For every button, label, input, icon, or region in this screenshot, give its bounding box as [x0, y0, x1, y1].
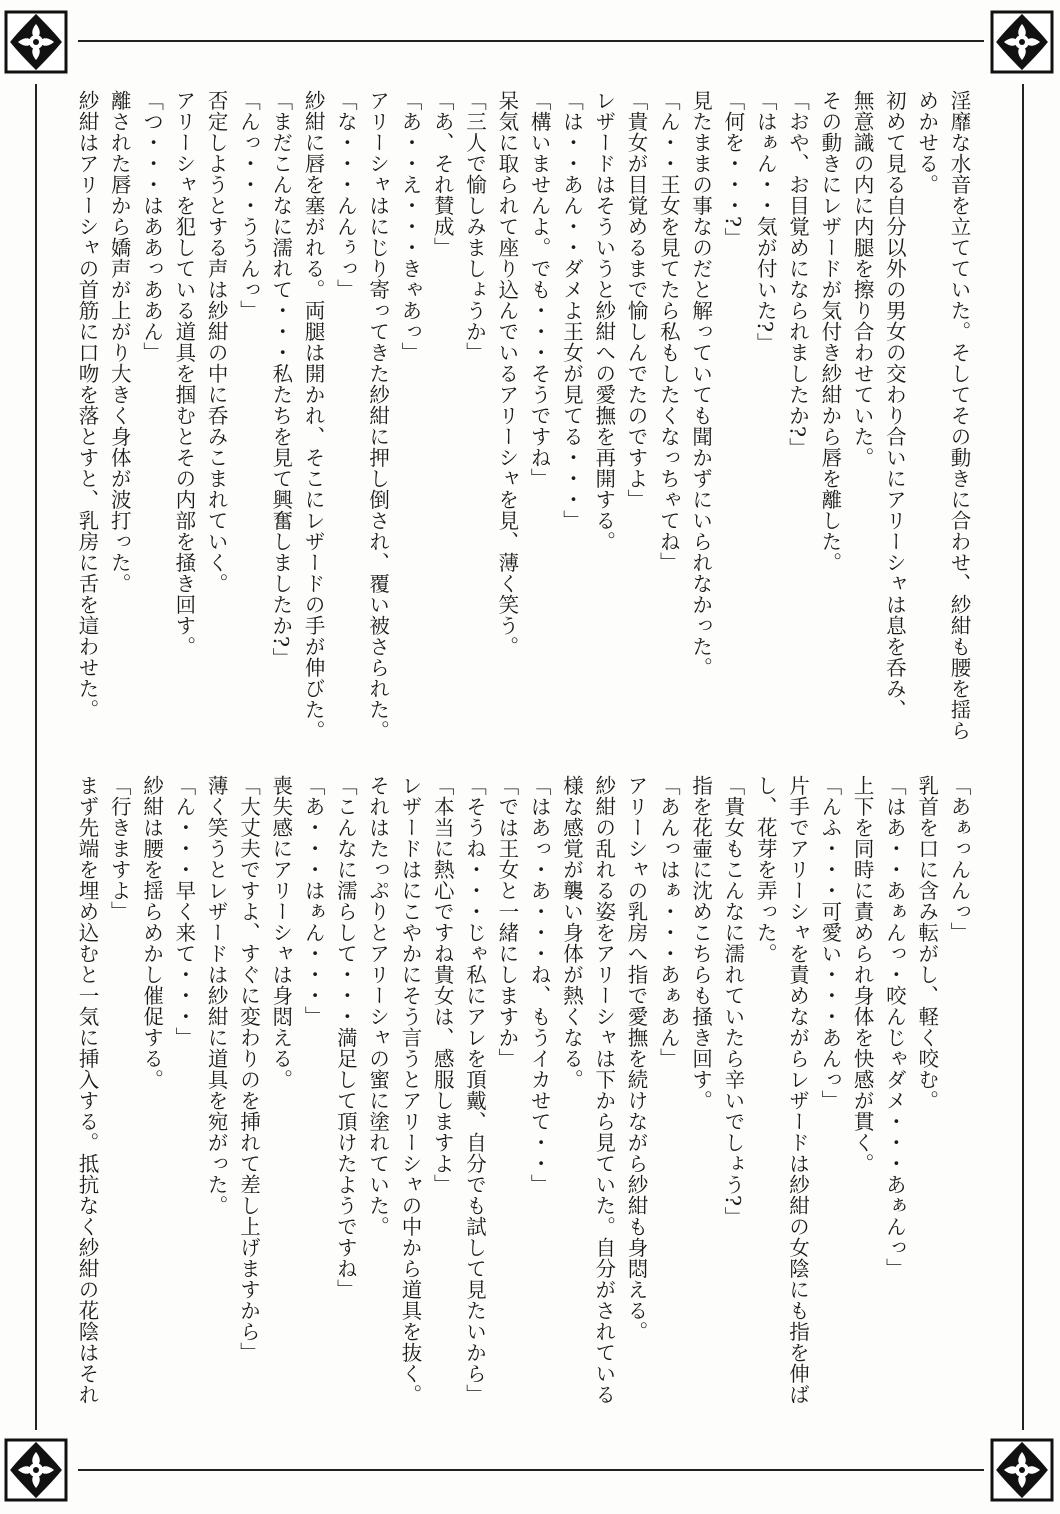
text-line: 「ん・・・早く来て・・・」 [171, 775, 196, 1048]
text-line: 「あ・・・はぁん・・・」 [301, 775, 326, 1027]
text-line: 「何を・・・?」 [720, 90, 745, 249]
text-line: 見たままの事なのだと解っていても聞かずにいられなかった。 [688, 90, 713, 678]
text-line: 指を花壷に沈めこちらも掻き回す。 [688, 775, 713, 1111]
text-line: 淫靡な水音を立てていた。そしてその動きに合わせ、紗紺も腰を揺ら [947, 90, 971, 741]
text-line: アリーシャの乳房へ指で愛撫を続けながら紗紺も身悶える。 [624, 775, 649, 1342]
upper-text-block [74, 90, 975, 741]
text-line: 呆気に取られて座り込んでいるアリーシャを見、薄く笑う。 [494, 90, 519, 657]
corner-ornament-icon [0, 6, 72, 78]
text-line: 紗紺に唇を塞がれる。両腿は開かれ、そこにレザードの手が伸びた。 [301, 90, 326, 741]
text-line: アリーシャはにじり寄ってきた紗紺に押し倒され、覆い被さられた。 [365, 90, 390, 741]
text-line: 喪失感にアリーシャは身悶える。 [268, 775, 293, 1090]
text-line: 離された唇から嬌声が上がり大きく身体が波打った。 [107, 90, 132, 594]
text-line: 「三人で愉しみましょうか」 [462, 90, 487, 363]
text-line: レザードはそういうと紗紺への愛撫を再開する。 [591, 90, 616, 552]
text-line: 片手でアリーシャを責めながらレザードは紗紺の女陰にも指を伸ば [785, 775, 810, 1405]
text-line: 「行きますよ」 [107, 775, 132, 922]
corner-ornament-icon [986, 6, 1058, 78]
lower-text-block [75, 775, 975, 1435]
text-line: 「は・・あん・・ダメよ王女が見てる・・・」 [559, 90, 584, 531]
text-line: 様な感覚が襲い身体が熱くなる。 [559, 775, 584, 1090]
text-line: し、花芽を弄った。 [753, 775, 778, 964]
text-line: 「ん・・王女を見てたら私もしたくなっちゃてね」 [656, 90, 681, 573]
text-line: レザードはにこやかにそう言うとアリーシャの中から道具を抜く。 [397, 775, 422, 1405]
right-border-line [1022, 84, 1024, 1430]
text-line: 「んふ・・・可愛い・・・あんっ」 [817, 775, 842, 1111]
text-line: アリーシャを犯している道具を掴むとその内部を掻き回す。 [171, 90, 196, 657]
text-line: 「そうね・・・じゃ私にアレを頂戴、自分でも試して見たいから」 [462, 775, 487, 1405]
text-line: 紗紺の乱れる姿をアリーシャは下から見ていた。自分がされている [591, 775, 616, 1405]
text-line: 「構いませんよ。でも・・・そうですね」 [527, 90, 552, 489]
text-line: めかせる。 [914, 90, 939, 195]
text-line: 「大丈夫ですよ、すぐに変わりのを挿れて差し上げますから」 [236, 775, 261, 1363]
text-line: 「つ・・・はああっああん」 [139, 90, 164, 363]
text-line: 「んっ・・・ううんっ」 [236, 90, 261, 321]
text-line: 「な・・・んんぅっ」 [333, 90, 358, 300]
text-line: 「本当に熱心ですね貴女は、感服しますよ」 [430, 775, 455, 1195]
text-line: 紗紺はアリーシャの首筋に口吻を落とすと、乳房に舌を這わせた。 [74, 90, 99, 720]
text-line: 乳首を口に含み転がし、軽く咬む。 [914, 775, 939, 1111]
bottom-border-line [78, 1469, 984, 1471]
text-line: その動きにレザードが気付き紗紺から唇を離した。 [817, 90, 842, 573]
corner-ornament-icon [986, 1434, 1058, 1506]
top-border-line [78, 40, 984, 42]
text-line: 「おや、お目覚めになられましたか?」 [785, 90, 810, 459]
text-line: 「あんっはぁ・・・あぁあん」 [656, 775, 681, 1069]
text-line: それはたっぷりとアリーシャの蜜に塗れていた。 [365, 775, 390, 1237]
text-line: 否定しようとする声は紗紺の中に呑みこまれていく。 [204, 90, 229, 594]
text-line: 紗紺は腰を揺らめかし催促する。 [139, 775, 164, 1090]
text-line: 「あぁっんんっ」 [947, 775, 971, 943]
text-line: 「貴女もこんなに濡れていたら辛いでしょう?」 [720, 775, 745, 1228]
text-line: 「では王女と一緒にしますか」 [494, 775, 519, 1069]
text-line: 「はあ・・あぁんっ・咬んじゃダメ・・・あぁんっ」 [882, 775, 907, 1279]
text-line: まず先端を埋め込むと一気に挿入する。抵抗なく紗紺の花陰はそれ [74, 775, 99, 1405]
text-line: 「はぁん・・気が付いた?」 [753, 90, 778, 354]
text-line: 「まだこんなに濡れて・・・私たちを見て興奮しましたか?」 [268, 90, 293, 669]
text-line: 上下を同時に責められ身体を快感が貫く。 [850, 775, 875, 1174]
text-line: 「あ・・え・・・きゃあっ」 [397, 90, 422, 363]
left-border-line [35, 84, 37, 1430]
text-line: 無意識の内に内腿を擦り合わせていた。 [850, 90, 875, 468]
text-line: 「はあっ・あ・・・ね、もうイカせて・・」 [527, 775, 552, 1195]
corner-ornament-icon [0, 1434, 72, 1506]
text-line: 「こんなに濡らして・・・満足して頂けたようですね」 [333, 775, 358, 1300]
text-line: 薄く笑うとレザードは紗紺に道具を宛がった。 [204, 775, 229, 1216]
text-line: 「あ、それ賛成」 [430, 90, 455, 258]
text-line: 「貴女が目覚めるまで愉しんでたのですよ」 [624, 90, 649, 510]
text-line: 初めて見る自分以外の男女の交わり合いにアリーシャは息を呑み、 [882, 90, 907, 720]
